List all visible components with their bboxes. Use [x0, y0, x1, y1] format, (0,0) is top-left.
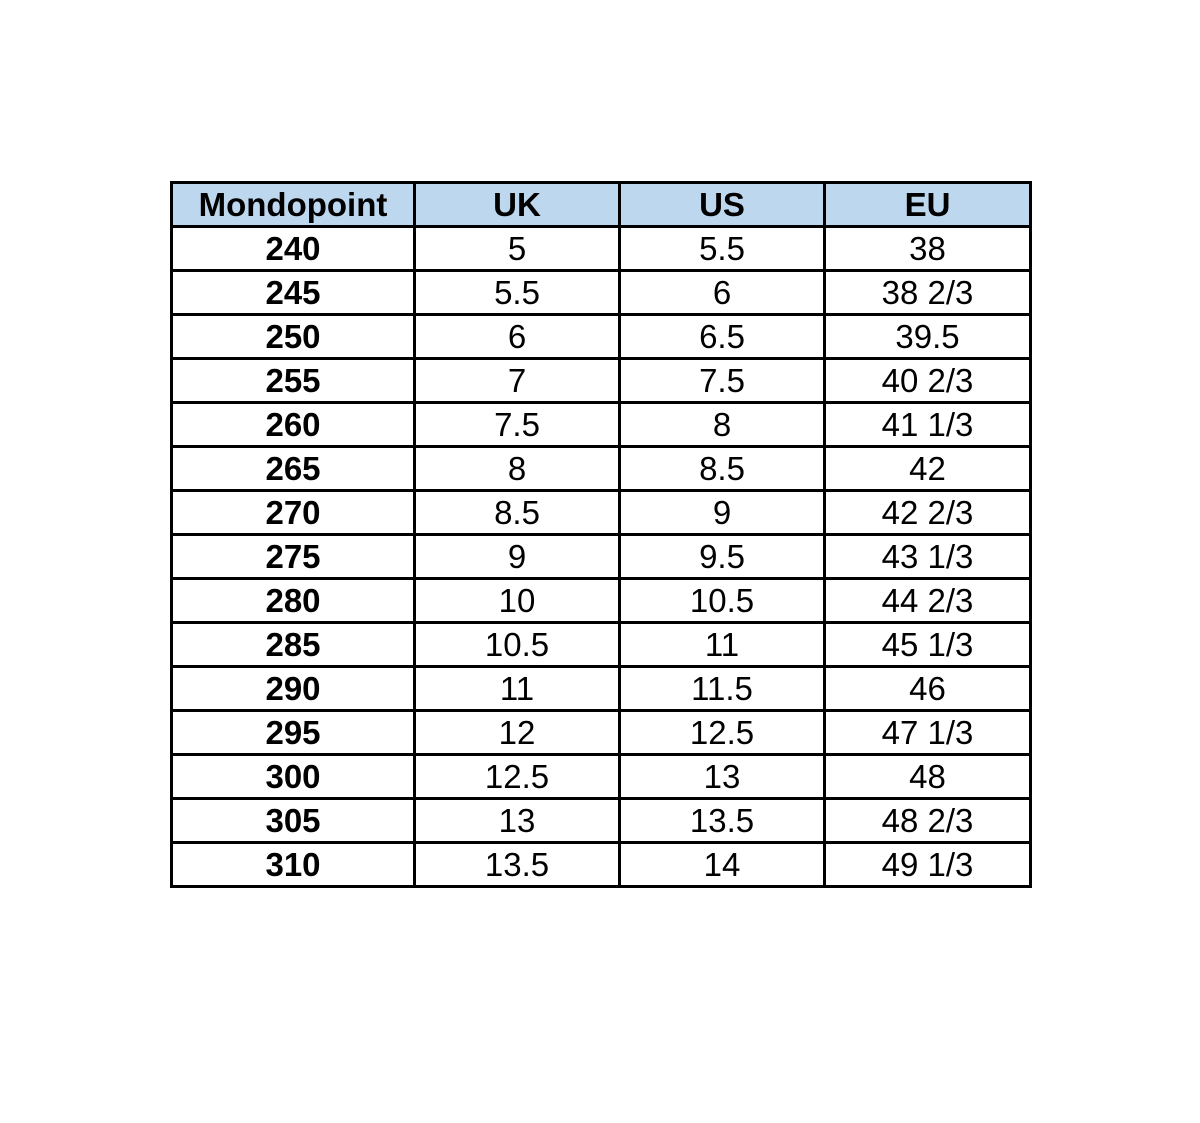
table-row: [172, 403, 1031, 447]
eu-cell: 43 1/3: [825, 535, 1031, 579]
header-row: [172, 183, 1031, 227]
uk-cell: 13: [415, 799, 620, 843]
uk-cell: 7: [415, 359, 620, 403]
us-cell: 13.5: [620, 799, 825, 843]
uk-cell: 12.5: [415, 755, 620, 799]
mondopoint-cell: 270: [172, 491, 415, 535]
table-row: [172, 667, 1031, 711]
eu-cell: 40 2/3: [825, 359, 1031, 403]
mondopoint-cell: 255: [172, 359, 415, 403]
table-row: [172, 535, 1031, 579]
uk-cell: 5.5: [415, 271, 620, 315]
uk-cell: 7.5: [415, 403, 620, 447]
header-mondopoint: Mondopoint: [172, 183, 415, 227]
mondopoint-cell: 290: [172, 667, 415, 711]
eu-cell: 44 2/3: [825, 579, 1031, 623]
us-cell: 11.5: [620, 667, 825, 711]
eu-cell: 38: [825, 227, 1031, 271]
mondopoint-cell: 300: [172, 755, 415, 799]
table-row: [172, 447, 1031, 491]
us-cell: 13: [620, 755, 825, 799]
shoe-size-conversion-table: [170, 181, 1032, 888]
us-cell: 6.5: [620, 315, 825, 359]
us-cell: 11: [620, 623, 825, 667]
table-row: [172, 359, 1031, 403]
mondopoint-cell: 280: [172, 579, 415, 623]
mondopoint-cell: 250: [172, 315, 415, 359]
uk-cell: 10.5: [415, 623, 620, 667]
us-cell: 10.5: [620, 579, 825, 623]
mondopoint-cell: 265: [172, 447, 415, 491]
uk-cell: 12: [415, 711, 620, 755]
uk-cell: 6: [415, 315, 620, 359]
header-eu: EU: [825, 183, 1031, 227]
eu-cell: 48: [825, 755, 1031, 799]
uk-cell: 5: [415, 227, 620, 271]
eu-cell: 47 1/3: [825, 711, 1031, 755]
mondopoint-cell: 275: [172, 535, 415, 579]
table-row: [172, 711, 1031, 755]
us-cell: 8: [620, 403, 825, 447]
table-row: [172, 799, 1031, 843]
table-row: [172, 491, 1031, 535]
table-row: [172, 623, 1031, 667]
us-cell: 9: [620, 491, 825, 535]
eu-cell: 41 1/3: [825, 403, 1031, 447]
table-row: [172, 755, 1031, 799]
header-uk: UK: [415, 183, 620, 227]
table-row: [172, 579, 1031, 623]
us-cell: 9.5: [620, 535, 825, 579]
us-cell: 5.5: [620, 227, 825, 271]
us-cell: 8.5: [620, 447, 825, 491]
table-row: [172, 271, 1031, 315]
us-cell: 6: [620, 271, 825, 315]
eu-cell: 48 2/3: [825, 799, 1031, 843]
eu-cell: 42: [825, 447, 1031, 491]
us-cell: 7.5: [620, 359, 825, 403]
uk-cell: 9: [415, 535, 620, 579]
table-header: [172, 183, 1031, 227]
table-body: [172, 227, 1031, 887]
us-cell: 12.5: [620, 711, 825, 755]
table-row: [172, 227, 1031, 271]
eu-cell: 42 2/3: [825, 491, 1031, 535]
uk-cell: 8: [415, 447, 620, 491]
mondopoint-cell: 295: [172, 711, 415, 755]
uk-cell: 8.5: [415, 491, 620, 535]
uk-cell: 11: [415, 667, 620, 711]
eu-cell: 45 1/3: [825, 623, 1031, 667]
table-row: [172, 315, 1031, 359]
header-us: US: [620, 183, 825, 227]
uk-cell: 10: [415, 579, 620, 623]
eu-cell: 39.5: [825, 315, 1031, 359]
mondopoint-cell: 240: [172, 227, 415, 271]
eu-cell: 38 2/3: [825, 271, 1031, 315]
uk-cell: 13.5: [415, 843, 620, 887]
mondopoint-cell: 260: [172, 403, 415, 447]
eu-cell: 49 1/3: [825, 843, 1031, 887]
us-cell: 14: [620, 843, 825, 887]
mondopoint-cell: 245: [172, 271, 415, 315]
mondopoint-cell: 310: [172, 843, 415, 887]
eu-cell: 46: [825, 667, 1031, 711]
mondopoint-cell: 285: [172, 623, 415, 667]
table-row: [172, 843, 1031, 887]
mondopoint-cell: 305: [172, 799, 415, 843]
